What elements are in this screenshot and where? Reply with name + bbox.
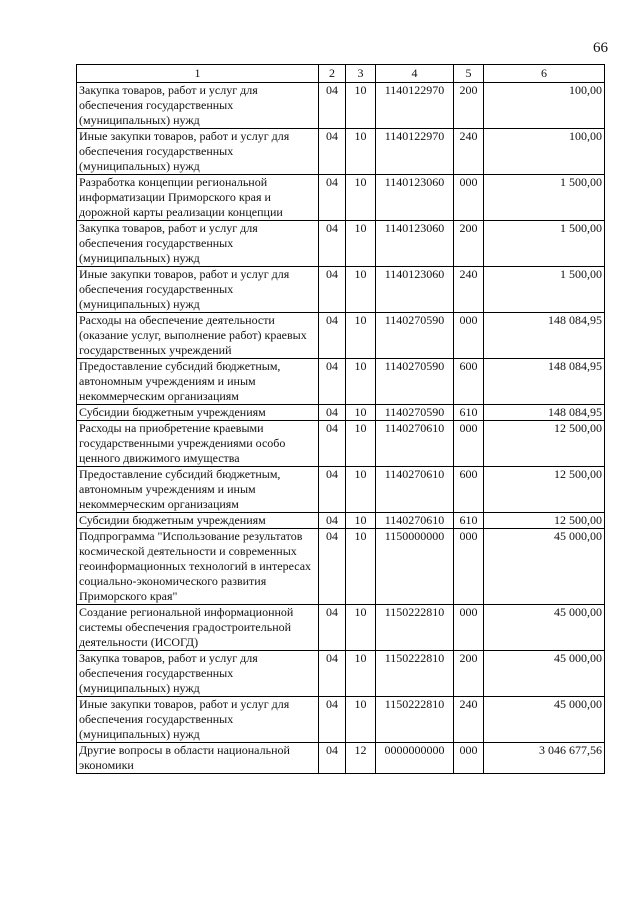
cell-subsection: 10	[346, 513, 376, 529]
header-row	[77, 65, 605, 83]
cell-expense-type: 200	[454, 221, 484, 267]
cell-amount: 1 500,00	[484, 267, 605, 313]
cell-amount: 1 500,00	[484, 221, 605, 267]
cell-expense-type: 240	[454, 697, 484, 743]
cell-section: 04	[319, 605, 346, 651]
cell-section: 04	[319, 467, 346, 513]
cell-section: 04	[319, 83, 346, 129]
cell-target-code: 1140270590	[376, 405, 454, 421]
header-col-1: 1	[77, 65, 319, 83]
cell-amount: 45 000,00	[484, 697, 605, 743]
table-row	[77, 529, 605, 605]
cell-target-code: 1150222810	[376, 605, 454, 651]
cell-subsection: 10	[346, 129, 376, 175]
cell-target-code: 1150000000	[376, 529, 454, 605]
cell-subsection: 10	[346, 83, 376, 129]
cell-expense-type: 610	[454, 513, 484, 529]
cell-expense-type: 000	[454, 421, 484, 467]
table-row	[77, 129, 605, 175]
cell-target-code: 0000000000	[376, 743, 454, 774]
cell-expense-type: 200	[454, 651, 484, 697]
cell-section: 04	[319, 743, 346, 774]
table-row	[77, 405, 605, 421]
header-col-3: 3	[346, 65, 376, 83]
cell-section: 04	[319, 651, 346, 697]
cell-section: 04	[319, 221, 346, 267]
cell-section: 04	[319, 359, 346, 405]
cell-subsection: 10	[346, 467, 376, 513]
cell-amount: 12 500,00	[484, 421, 605, 467]
cell-amount: 12 500,00	[484, 513, 605, 529]
cell-name: Субсидии бюджетным учреждениям	[77, 513, 319, 529]
cell-expense-type: 000	[454, 529, 484, 605]
cell-expense-type: 000	[454, 313, 484, 359]
cell-expense-type: 000	[454, 743, 484, 774]
header-col-6: 6	[484, 65, 605, 83]
table-row	[77, 221, 605, 267]
cell-target-code: 1150222810	[376, 697, 454, 743]
table-row	[77, 267, 605, 313]
cell-target-code: 1140122970	[376, 129, 454, 175]
table-row	[77, 83, 605, 129]
cell-section: 04	[319, 129, 346, 175]
cell-section: 04	[319, 313, 346, 359]
cell-name: Разработка концепции региональной информатизации Приморского края и дорожной карты реализации концепции	[77, 175, 319, 221]
cell-expense-type: 600	[454, 359, 484, 405]
cell-name: Иные закупки товаров, работ и услуг для обеспечения государственных (муниципальных) нужд	[77, 129, 319, 175]
cell-amount: 45 000,00	[484, 529, 605, 605]
cell-expense-type: 610	[454, 405, 484, 421]
cell-expense-type: 240	[454, 129, 484, 175]
cell-subsection: 10	[346, 221, 376, 267]
budget-table	[76, 64, 605, 774]
cell-expense-type: 000	[454, 175, 484, 221]
cell-subsection: 10	[346, 651, 376, 697]
cell-name: Подпрограмма "Использование результатов космической деятельности и современных геоинформационных технологий в интересах социально-экономического развития Приморского края"	[77, 529, 319, 605]
cell-subsection: 10	[346, 697, 376, 743]
cell-subsection: 10	[346, 359, 376, 405]
cell-amount: 12 500,00	[484, 467, 605, 513]
cell-name: Создание региональной информационной системы обеспечения градостроительной деятельности (ИСОГД)	[77, 605, 319, 651]
table-row	[77, 651, 605, 697]
cell-target-code: 1140270610	[376, 513, 454, 529]
cell-name: Другие вопросы в области национальной экономики	[77, 743, 319, 774]
cell-subsection: 10	[346, 175, 376, 221]
page-number: 66	[593, 40, 608, 56]
table-row	[77, 467, 605, 513]
cell-target-code: 1140270590	[376, 359, 454, 405]
cell-subsection: 10	[346, 313, 376, 359]
cell-amount: 3 046 677,56	[484, 743, 605, 774]
cell-target-code: 1150222810	[376, 651, 454, 697]
table-row	[77, 313, 605, 359]
cell-subsection: 10	[346, 529, 376, 605]
cell-section: 04	[319, 267, 346, 313]
cell-expense-type: 000	[454, 605, 484, 651]
cell-section: 04	[319, 697, 346, 743]
cell-target-code: 1140270610	[376, 421, 454, 467]
cell-name: Закупка товаров, работ и услуг для обеспечения государственных (муниципальных) нужд	[77, 651, 319, 697]
table-row	[77, 743, 605, 774]
cell-name: Расходы на обеспечение деятельности (оказание услуг, выполнение работ) краевых государственных учреждений	[77, 313, 319, 359]
cell-section: 04	[319, 513, 346, 529]
cell-name: Закупка товаров, работ и услуг для обеспечения государственных (муниципальных) нужд	[77, 221, 319, 267]
table-row	[77, 421, 605, 467]
cell-subsection: 12	[346, 743, 376, 774]
cell-section: 04	[319, 405, 346, 421]
table-row	[77, 605, 605, 651]
cell-expense-type: 600	[454, 467, 484, 513]
cell-subsection: 10	[346, 405, 376, 421]
cell-expense-type: 240	[454, 267, 484, 313]
cell-name: Расходы на приобретение краевыми государственными учреждениями особо ценного движимого имущества	[77, 421, 319, 467]
cell-subsection: 10	[346, 267, 376, 313]
cell-name: Иные закупки товаров, работ и услуг для обеспечения государственных (муниципальных) нужд	[77, 697, 319, 743]
header-col-5: 5	[454, 65, 484, 83]
cell-subsection: 10	[346, 421, 376, 467]
cell-amount: 148 084,95	[484, 313, 605, 359]
cell-section: 04	[319, 529, 346, 605]
cell-name: Закупка товаров, работ и услуг для обеспечения государственных (муниципальных) нужд	[77, 83, 319, 129]
cell-name: Предоставление субсидий бюджетным, автономным учреждениям и иным некоммерческим организациям	[77, 467, 319, 513]
table-row	[77, 175, 605, 221]
cell-target-code: 1140122970	[376, 83, 454, 129]
table-row	[77, 513, 605, 529]
cell-name: Иные закупки товаров, работ и услуг для обеспечения государственных (муниципальных) нужд	[77, 267, 319, 313]
cell-amount: 148 084,95	[484, 359, 605, 405]
cell-name: Предоставление субсидий бюджетным, автономным учреждениям и иным некоммерческим организациям	[77, 359, 319, 405]
cell-target-code: 1140123060	[376, 175, 454, 221]
cell-target-code: 1140123060	[376, 267, 454, 313]
table-body	[77, 83, 605, 774]
cell-amount: 1 500,00	[484, 175, 605, 221]
cell-section: 04	[319, 175, 346, 221]
cell-target-code: 1140270610	[376, 467, 454, 513]
cell-subsection: 10	[346, 605, 376, 651]
cell-amount: 100,00	[484, 83, 605, 129]
cell-amount: 45 000,00	[484, 605, 605, 651]
cell-amount: 45 000,00	[484, 651, 605, 697]
cell-amount: 148 084,95	[484, 405, 605, 421]
table-row	[77, 359, 605, 405]
cell-section: 04	[319, 421, 346, 467]
header-col-4: 4	[376, 65, 454, 83]
table-row	[77, 697, 605, 743]
cell-expense-type: 200	[454, 83, 484, 129]
cell-target-code: 1140123060	[376, 221, 454, 267]
cell-name: Субсидии бюджетным учреждениям	[77, 405, 319, 421]
cell-amount: 100,00	[484, 129, 605, 175]
header-col-2: 2	[319, 65, 346, 83]
cell-target-code: 1140270590	[376, 313, 454, 359]
